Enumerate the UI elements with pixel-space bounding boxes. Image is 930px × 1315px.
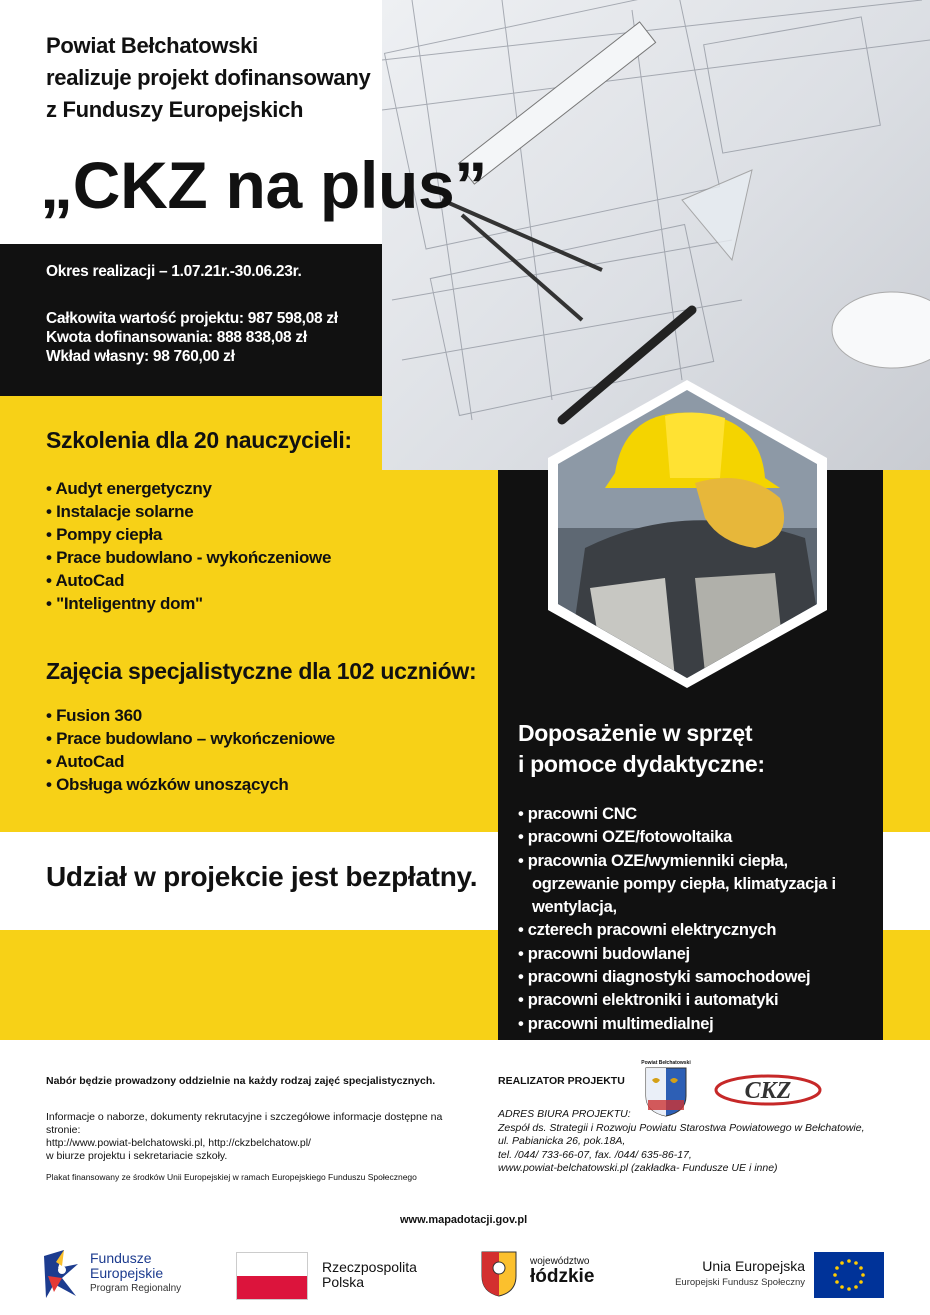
list-item: • pracowni diagnostyki samochodowej xyxy=(518,966,878,989)
list-item: • pracowni elektroniki i automatyki xyxy=(518,989,878,1012)
list-item: • AutoCad xyxy=(46,750,466,773)
fe-line: Europejskie xyxy=(90,1265,164,1281)
unia-europejska-logo xyxy=(650,1252,890,1300)
address-line: Zespół ds. Strategii i Rozwoju Powiatu Starostwa Powiatowego w Bełchatowie, xyxy=(498,1121,865,1134)
lodzkie-logo xyxy=(480,1250,640,1300)
equipment-title-line: Doposażenie w sprzęt xyxy=(518,720,753,746)
rp-line: Rzeczpospolita xyxy=(322,1259,417,1275)
list-item: • pracownia OZE/wymienniki ciepła, ogrzewanie pompy ciepła, klimatyzacja i wentylacja, xyxy=(518,850,878,920)
fe-line: Fundusze xyxy=(90,1250,152,1266)
project-title: „CKZ na plus” xyxy=(40,148,488,222)
ckz-logo xyxy=(712,1070,824,1110)
list-item: • Instalacje solarne xyxy=(46,500,466,523)
ue-line: Unia Europejska xyxy=(702,1258,805,1274)
equipment-title-line: i pomoce dydaktyczne: xyxy=(518,751,765,777)
header-line: Powiat Bełchatowski xyxy=(46,33,258,58)
list-item: • Fusion 360 xyxy=(46,704,466,727)
header-line: z Funduszy Europejskich xyxy=(46,97,304,122)
project-financial-info xyxy=(46,262,376,366)
period-text: Okres realizacji – 1.07.21r.-30.06.23r. xyxy=(46,263,302,280)
equipment-list xyxy=(518,803,878,1036)
info-line[interactable]: http://www.powiat-belchatowski.pl, http://ckzbelchatow.pl/ xyxy=(46,1137,311,1149)
fe-line: Program Regionalny xyxy=(90,1283,182,1294)
equipment-section-title xyxy=(518,718,868,780)
realizator-label: REALIZATOR PROJEKTU xyxy=(498,1075,625,1087)
list-item: • "Inteligentny dom" xyxy=(46,592,466,615)
fundusze-europejskie-logo xyxy=(42,1248,232,1300)
header-intro xyxy=(46,30,406,126)
list-item: • Prace budowlano – wykończeniowe xyxy=(46,727,466,750)
polish-flag-icon xyxy=(236,1252,308,1300)
woj-line: łódzkie xyxy=(530,1266,595,1287)
list-item: • Obsługa wózków unoszących xyxy=(46,773,466,796)
eu-flag-icon xyxy=(814,1252,884,1298)
info-text xyxy=(46,1111,476,1163)
list-item: • czterech pracowni elektrycznych xyxy=(518,919,878,942)
website-link[interactable]: www.mapadotacji.gov.pl xyxy=(400,1214,528,1226)
address-line: tel. /044/ 733-66-07, fax. /044/ 635-86-17, xyxy=(498,1148,692,1161)
funding-note: Plakat finansowany ze środków Unii Europejskiej w ramach Europejskiego Funduszu Społecznego xyxy=(46,1172,417,1182)
ue-line: Europejski Fundusz Społeczny xyxy=(675,1277,805,1288)
address-line: ADRES BIURA PROJEKTU: xyxy=(498,1108,631,1120)
woj-line: województwo xyxy=(530,1256,590,1267)
list-item: • AutoCad xyxy=(46,569,466,592)
rp-line: Polska xyxy=(322,1274,365,1290)
recruitment-note: Nabór będzie prowadzony oddzielnie na każdy rodzaj zajęć specjalistycznych. xyxy=(46,1075,436,1087)
own-contribution-text: Wkład własny: 98 760,00 zł xyxy=(46,348,235,365)
info-line: w biurze projektu i sekretariacie szkoły. xyxy=(46,1150,228,1162)
list-item: • pracowni OZE/fotowoltaika xyxy=(518,826,878,849)
funding-text: Kwota dofinansowania: 888 838,08 zł xyxy=(46,329,307,346)
address-line[interactable]: www.powiat-belchatowski.pl (zakładka- Fundusze UE i inne) xyxy=(498,1162,778,1174)
teachers-list xyxy=(46,477,466,615)
fe-star-icon xyxy=(42,1248,80,1300)
list-item: • Prace budowlano - wykończeniowe xyxy=(46,546,466,569)
header-line: realizuje projekt dofinansowany xyxy=(46,65,371,90)
lodzkie-crest-icon xyxy=(480,1250,518,1298)
crest-caption: Powiat Bełchatowski xyxy=(641,1060,691,1066)
list-item: • Pompy ciepła xyxy=(46,523,466,546)
list-item: • Audyt energetyczny xyxy=(46,477,466,500)
teachers-section-title: Szkolenia dla 20 nauczycieli: xyxy=(46,427,352,453)
ckz-logo-text: CKZ xyxy=(744,1078,792,1104)
worker-hexagon-image xyxy=(545,378,830,690)
students-list xyxy=(46,704,466,796)
rzeczpospolita-logo xyxy=(236,1252,446,1300)
project-office-address xyxy=(498,1108,898,1176)
list-item: • pracowni multimedialnej xyxy=(518,1013,878,1036)
free-participation-note: Udział w projekcie jest bezpłatny. xyxy=(46,861,478,892)
list-item: • pracowni budowlanej xyxy=(518,943,878,966)
ckz-logo-mark xyxy=(712,1070,824,1110)
info-line: Informacje o naborze, dokumenty rekrutacyjne i szczegółowe informacje dostępne na stronie: xyxy=(46,1111,443,1136)
students-section-title: Zajęcia specjalistyczne dla 102 uczniów: xyxy=(46,658,477,684)
address-line: ul. Pabianicka 26, pok.18A, xyxy=(498,1135,626,1147)
list-item: • pracowni CNC xyxy=(518,803,878,826)
total-value-text: Całkowita wartość projektu: 987 598,08 zł xyxy=(46,310,338,327)
